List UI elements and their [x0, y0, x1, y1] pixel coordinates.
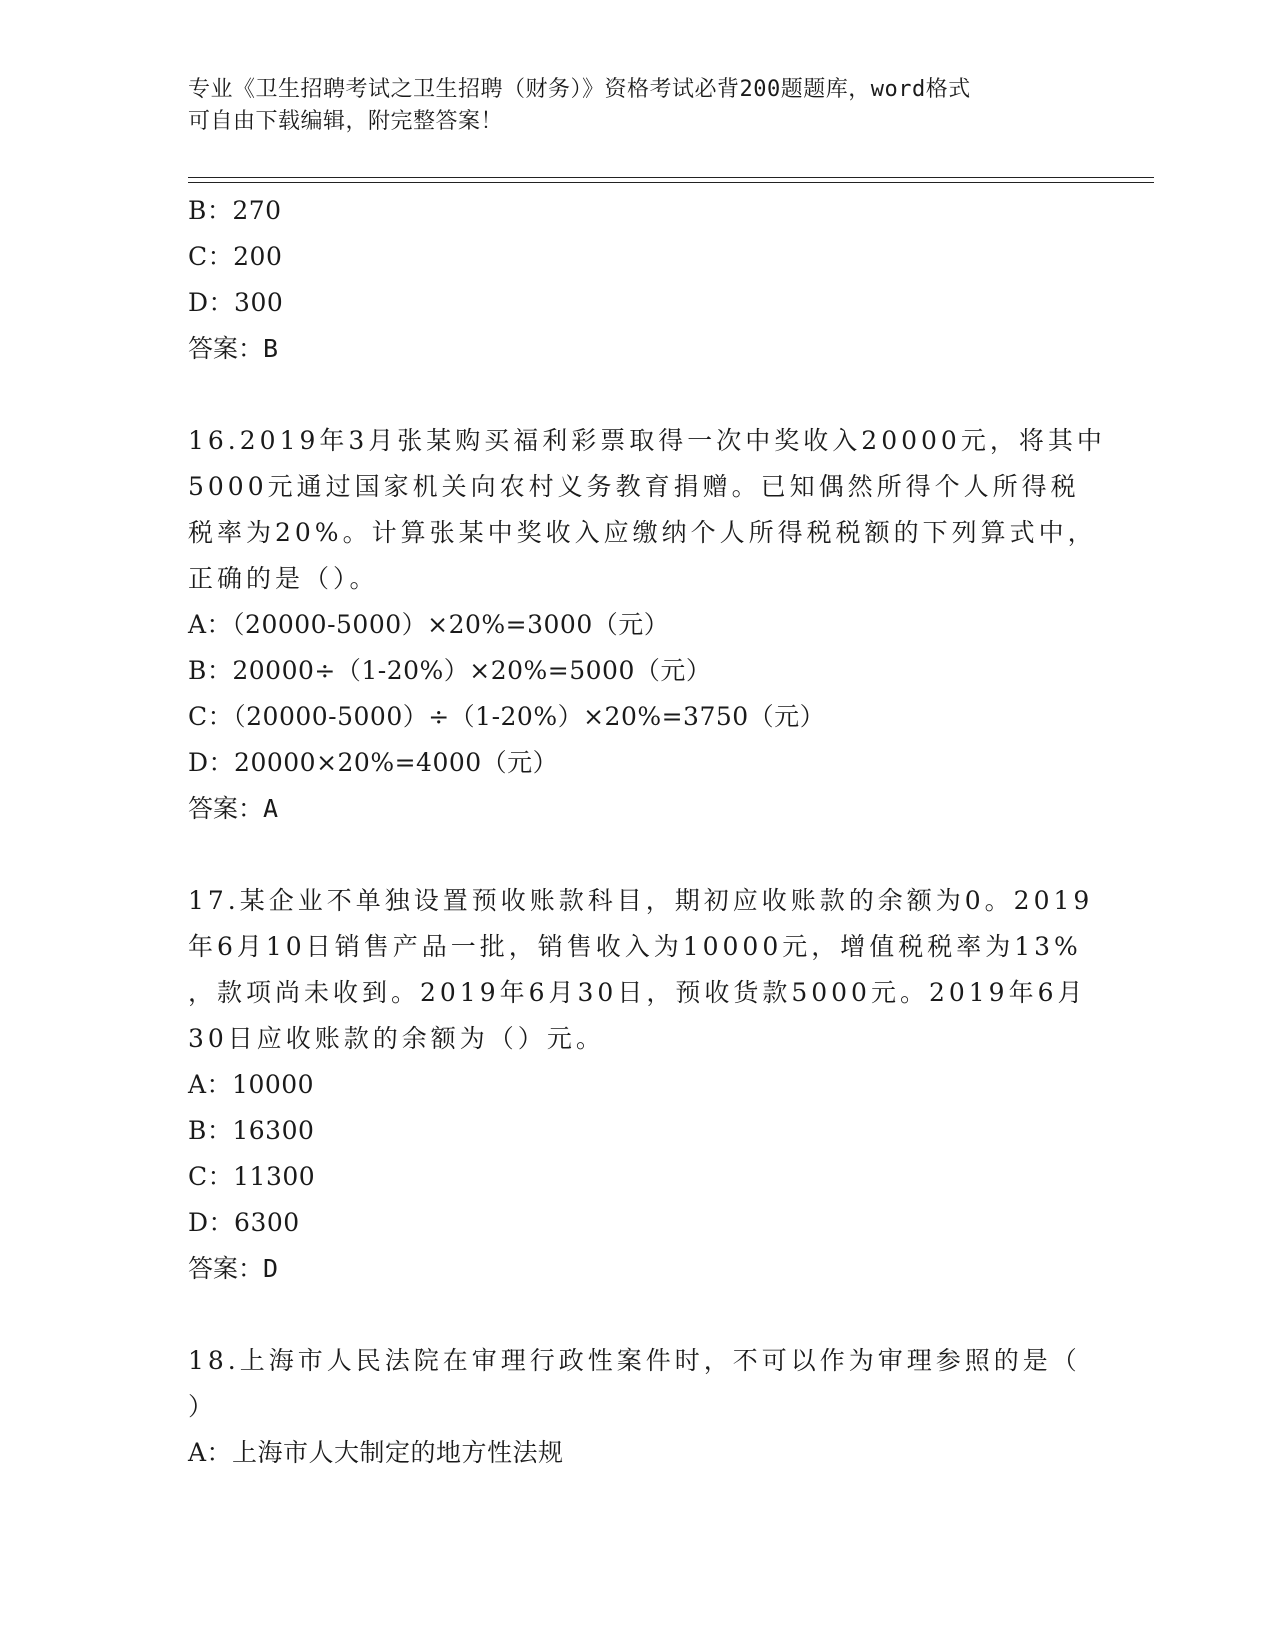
header-divider-bottom: [188, 182, 1154, 183]
option-b: B：16300: [188, 1116, 315, 1145]
document-header: [188, 74, 1088, 138]
question-text-line: 16.2019年3月张某购买福利彩票取得一次中奖收入20000元，将其中: [188, 426, 1106, 455]
option-c: C：11300: [188, 1162, 316, 1191]
answer-line: 答案：A: [188, 794, 279, 823]
option-c: C：200: [188, 242, 283, 271]
question-text-line: 17.某企业不单独设置预收账款科目，期初应收账款的余额为0。2019: [188, 886, 1094, 915]
question-text-line: 年6月10日销售产品一批，销售收入为10000元，增值税税率为13%: [188, 932, 1082, 961]
option-d: D：20000×20%=4000（元）: [188, 748, 559, 777]
option-c: C：（20000-5000）÷（1-20%）×20%=3750（元）: [188, 702, 826, 731]
option-d: D：6300: [188, 1208, 300, 1237]
question-list: [188, 188, 1106, 1476]
answer-line: 答案：B: [188, 334, 279, 363]
question-17: [188, 878, 1094, 1292]
option-a: A：（20000-5000）×20%=3000（元）: [188, 610, 670, 639]
spacer: [188, 1292, 1078, 1338]
header-line-1: 专业《卫生招聘考试之卫生招聘（财务）》资格考试必背200题题库，word格式: [188, 77, 971, 102]
option-b: B：20000÷（1-20%）×20%=5000（元）: [188, 656, 712, 685]
option-a: A：上海市人大制定的地方性法规: [188, 1438, 564, 1467]
option-a: A：10000: [188, 1070, 315, 1099]
option-b: B：270: [188, 196, 282, 225]
answer-line: 答案：D: [188, 1254, 279, 1283]
question-text-line: 税率为20%。计算张某中奖收入应缴纳个人所得税税额的下列算式中，: [188, 518, 1097, 547]
prev-question-block: [188, 188, 1078, 372]
question-text-line: ）: [188, 1392, 218, 1421]
question-18: [188, 1338, 1081, 1476]
option-d: D：300: [188, 288, 284, 317]
spacer: [188, 832, 1078, 878]
question-text-line: 18.上海市人民法院在审理行政性案件时，不可以作为审理参照的是（: [188, 1346, 1081, 1375]
question-text-line: 5000元通过国家机关向农村义务教育捐赠。已知偶然所得个人所得税: [188, 472, 1080, 501]
question-text-line: 30日应收账款的余额为（）元。: [188, 1024, 605, 1053]
header-divider-top: [188, 177, 1154, 178]
spacer: [188, 372, 1078, 418]
question-16: [188, 418, 1106, 832]
header-line-2: 可自由下载编辑，附完整答案！: [188, 109, 504, 134]
question-text-line: ，款项尚未收到。2019年6月30日，预收货款5000元。2019年6月: [188, 978, 1087, 1007]
question-text-line: 正确的是（）。: [188, 564, 379, 593]
